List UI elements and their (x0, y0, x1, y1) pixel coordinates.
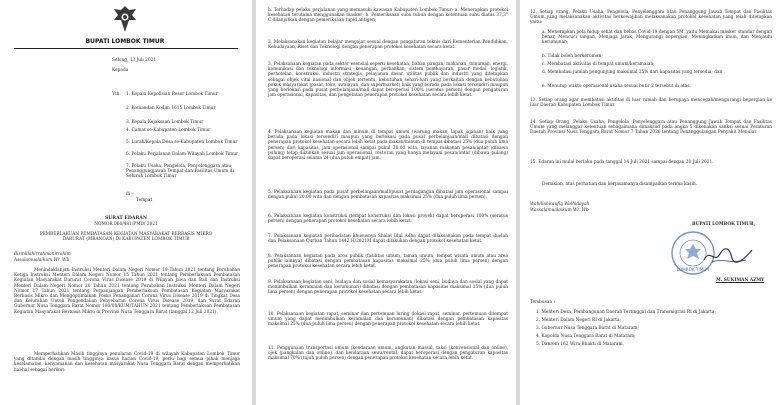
yth-label: Yth. (112, 92, 121, 97)
letter-page-3 (520, 0, 780, 405)
letter-page-2 (256, 0, 516, 405)
letter-page-1 (0, 0, 252, 405)
signer-title: BUPATI LOMBOK TIMUR, (692, 222, 756, 227)
instruction-item: 14. Setiap Orang, Pelaku Usaha, Pengelola, Penyelenggara atau Penanggung Jawab Tempat dan Fasilitas Umum yang melanggar ketentuan sebagaimana dimaksud pada angka 5 dikenakan sanksi sesuai Peraturan Daerah Provinsi Nusa Tenggara Barat Nomor 7 Tahun 2020 tentang Penanggulangan Penyakit Menular. (530, 120, 772, 136)
body-paragraph: Memperhatikan Masih tingginya penularan Covid-19 di wilayah Kabupaten Lombok Timur yang ditandai dengan masih tingginya kasus harian Covid-19, perlu bagi semua pihak menjaga keselamatan, kenyamanan dan kesehatan masyarakat Nusa Tenggara Barat dengan memperhatikan hal-hal sebagai berikut: (14, 352, 240, 373)
instruction-subitem: c. Membatasi aktivitas di tempat umum/keramaian; (542, 62, 655, 67)
kepada-label: Kepada (112, 68, 129, 73)
instruction-item: 11. Penggunaan transportasi umum (kendaraan umum, angkutan massal, taksi (konvensional dan online), ojek (pangkalan dan online), dan kendaraan sewa/rental, dapat beroperasi dengan pengaturan kapasitas maksimal 70% (tujuh puluh persen) dengan penerapan protokol kesehatan secara lebih ketat. (268, 346, 508, 362)
instruction-item: 8. Pelaksanaan kegiatan pada area publik (fasilitas umum, taman umum, tempat wisata umum atau area publik lainnya) dibatasi dengan pembatasan kapasitas maksimal 25% (dua puluh lima persen) dengan penerapan protokol kesehatan secara lebih ketat. (268, 254, 508, 270)
recipient-item: 7. Pelaku Usaha, Pengelola, Penyelenggara atau Penanggungjawab Tempat dan Fasilitas Umum di Seluruh Lombok Timur (126, 164, 234, 180)
greeting-basmalah: Bismillahirrahmanirrahim (14, 252, 71, 257)
cc-item: 1. Menteri Desa, Pembangunan Daerah Tertinggal dan Transmigrasi RI di Jakarta; (536, 310, 716, 315)
letterhead-rule (14, 48, 238, 49)
instruction-subitem: a. Menerapkan pola hidup sehat dan bebas Covid-19 dengan 5M, yaitu Memakai masker standar dengan benar, Mencuci tangan, Menjaga Jarak, Mengurangi bepergian, Meningkatkan imun, dan Menjauhi kerumunan; (542, 30, 772, 46)
instruction-item: 10. Pelaksanaan kegiatan rapat, seminar dan pertemuan luring (lokasi rapat, seminar, pertemuan ditempat umum yang dapat menimbulkan keramaian dan kerumunan) dibatasi dengan pembatasan kapasitas maksimal 25% (dua puluh lima persen) dengan penerapan protokol kesehatan secara lebih ketat. (268, 312, 508, 328)
instruction-item: b. Terhadap pelaku perjalanan yang memasuki kawasan Kabupaten Lombok Timur: a. Menerapkan protokol kesehatan terutama menggunakan masker; b. Pemeriksaan suhu tubuh dengan ketentuan suhu diatas 37,3° C dilanjutkan dengan pemeriksaan rapid antigen; (268, 8, 508, 24)
instruction-item: 7. Pelaksanaan kegiatan peribadatan khususnya Shalat Idul Adha dapat dilaksanakan pada tempat ibadah dan Pelaksanaan Qurban Tahun 1442 H/2021M dapat dilakukan dengan protokol kesehatan ketat. (268, 234, 508, 245)
cc-item: 4. Kapolda Nusa Tenggara Barat di Mataram; (536, 334, 636, 339)
cc-item: 3. Gubernur Nusa Tenggara Barat di Mataram; (536, 326, 639, 331)
doc-subject: PEMBERLAKUAN PEMBATASAN KEGIATAN MASYARAKAT BERBASIS MIKRO DARURAT (MBANGAN) DI KABUPATEN LOMBOK TIMUR (39, 232, 213, 243)
recipient-item: 4. Camat se-Kabupaten Lombok Timur (126, 128, 211, 133)
recipient-item: 5. Lurah/Kepala Desa se-Kabupaten Lombok Timur (126, 140, 238, 145)
cc-label: Tembusan : (530, 300, 556, 305)
signature-mark (702, 246, 754, 266)
recipient-item: 6. Pelaku Perjalanan Dalam Wilayah Lombok Timur (126, 152, 239, 157)
recipient-item: 3. Kepala Kejaksaan Lombok Timur (126, 120, 204, 125)
instruction-item: 4. Pelaksanaan kegiatan makan dan minum di tempat umum (warung makan, lapak jajanan) baik yang berada pada lokasi tersendiri maupun yang berlokasi pada pusat perbelanjaan/mall dibatasi dengan penerapan protokol kesehatan secara lebih ketat pada makan/minum di tempat dibatasi 25% (dua puluh lima persen) dari kapasitas, jam operasional sampai pukul 20.00 wita, layanan makanan pesan/antar (dibawa pulang) tetap diizinkan sesuai jam operasional, restoran yang hanya melayani pesan/antar (dibawa pulang) dapat beroperasi selama 24 (dua puluh empat) jam. (268, 130, 508, 162)
instruction-item: 2. Melaksanakan kegiatan belajar mengajar sesuai dengan pengaturan teknis dari Kementerian Pendidikan, Kebudayaan, Riset dan Teknologi dengan penerapan protokol kesehatan secara ketat. (268, 40, 508, 51)
cc-item: 2. Menteri Dalam Negeri RI di Jakarta; (536, 318, 622, 323)
greeting-salam: Assalamualaikum Wr. Wb (14, 258, 70, 263)
closing-remark: Demikian, atas perhatian dan kerjasamanya disampaikan terima kasih. (542, 182, 697, 187)
recipient-item: 1. Kepala Kepolisian Resor Lombok Timur (126, 92, 218, 97)
instruction-subitem: e. Menutup waktu operasional usaha sesuai butir 2 tersebut di atas. (542, 84, 691, 89)
recipient-item: 2. Komandan Kodim 1615 Lombok Timur (126, 106, 216, 111)
instruction-subitem: d. Membatasi jumlah pengunjung maksimal 25% dari kapasitas yang tersedia; dan (542, 70, 723, 75)
letterhead: BUPATI LOMBOK TIMUR (85, 38, 165, 45)
instruction-item: 5. Pelaksanaan kegiatan pada pusat perbelanjaan/mall/pusat perdagangan dibatasi jam operasional sampai dengan pukul 20.00 wita dan dengan pembatasan kapasitas maksimal 25% (dua puluh lima persen). (268, 190, 508, 201)
doc-number: NOMOR 060/481/PMD/ 2021 (94, 222, 158, 227)
instruction-item: 12. Setiap orang, Pelaku Usaha, Pengelola, Penyelenggara atau Penanggung Jawab Tempat dan Fasilitas Umum yang melaksanakan aktivitas berkewajiban melaksanakan protokol kesehatan yang telah ditetapkan yaitu: (530, 10, 772, 26)
cc-item: 5. Danrem 162 Wira Bhakti di Mataram. (536, 342, 624, 347)
instruction-item: 3. Pelaksanaan kegiatan pada sektor esensial seperti kesehatan, bahan pangan, makanan, minuman, energi, komunikasi dan teknologi informasi, keuangan, perbankan, sistem pembayaran, pasar modal, logistik, perhotelan, konstruksi, industri strategis, pelayanan dasar, utilitas publik dan industri yang ditetapkan sebagai objek vital nasional dan objek tertentu, kebutuhan sehari-hari yang berkaitan dengan kebutuhan pokok masyarakat (pasar, toko, swalayan, dan supermarket) baik yang berada pada lokasi tersendiri maupun yang berlokasi pada pusat perbelanjaan/mall dapat beroperasi 100% (seratus persen) dengan pengaturan jam operasional, kapasitas, dan pengetatan penerapan protokol kesehatan secara lebih ketat. (268, 62, 508, 99)
instruction-item: 6. Pelaksanaan kegiatan konstruksi (tempat konstruksi dan lokasi proyek) dapat beroperasi 100% (seratus persen) dengan penerapan protokol kesehatan secara lebih ketat. (268, 214, 508, 225)
instruction-item: 13. Setiap orang agar membatasi aktifitas di luar rumah dan berupaya mencegah/mengurangi bepergian ke luar Daerah Kabupaten Lombok Timur. (530, 98, 772, 109)
closing-salam: Wassalamualaikum Wr. Wb (530, 208, 589, 213)
stamp-text: LOMBOK TIMUR (676, 267, 710, 272)
signer-name: M. SUKIMAN AZMY (716, 278, 765, 283)
doc-title: SURAT EDARAN (104, 216, 148, 221)
letter-date: Selong, 13 Juli 2021 (112, 58, 157, 63)
instruction-subitem: b. Tidak boleh berkerumun; (542, 54, 603, 59)
instruction-item: 9. Pelaksanaan kegiatan seni, budaya dan sosial kemasyarakatan (lokasi seni, budaya dan sosial yang dapat menimbulkan keramaian dan kerumunan) dibatasi dengan pembatasan kapasitas maksimal 25% (dua puluh lima persen) dengan penerapan protokol kesehatan secara lebih ketat. (268, 280, 508, 296)
instruction-item: 15. Edaran ini mulai berlaku pada tanggal 14 Juli 2021 sampai dengan 20 Juli 2021. (530, 160, 714, 165)
di-label: di - (126, 192, 133, 197)
garuda-emblem-icon (112, 4, 138, 34)
tempat-label: Tempat (136, 198, 153, 203)
closing-doa: Wabillahitaufiq Walhidayah (530, 202, 590, 207)
body-paragraph: Menindaklanjuti Instruksi Menteri Dalam Negeri Nomor 19 Tahun 2021 tentang Perubahan Ketiga Instruksi Menteri Dalam Negeri Nomor 15 Tahun 2021 tentang Pemberlakuan Pembatasan Kegiatan Masyarakat Darurat Corona Virus Disease 2019 di Wilayah Jawa dan Bali dan Instruksi Menteri Dalam Negeri Nomor 20 Tahun 2021 tentang Perubahan Instruksi Menteri Dalam Negeri Nomor 17 Tahun 2021 tentang Perpanjangan Pemberlakuan Pembatasan Kegiatan Masyarakat Berbasis Mikro dan Mengoptimalkan Posko Penanganan Corona Virus Disease 2019 di Tingkat Desa dan Kelurahan Untuk Pengendalian Penyebaran Corona Virus Disease 2019, dan Surat Edaran Gubernur Nusa Tenggara Barat Nomor 180/08/KUM/TAHUN 2021 tentang Pemberlakuan Pembatasan Kegiatan Masyarakat Berbasis Mikro di Provinsi Nusa Tenggara Barat (tanggal 12 Juli 2021), (14, 268, 240, 315)
